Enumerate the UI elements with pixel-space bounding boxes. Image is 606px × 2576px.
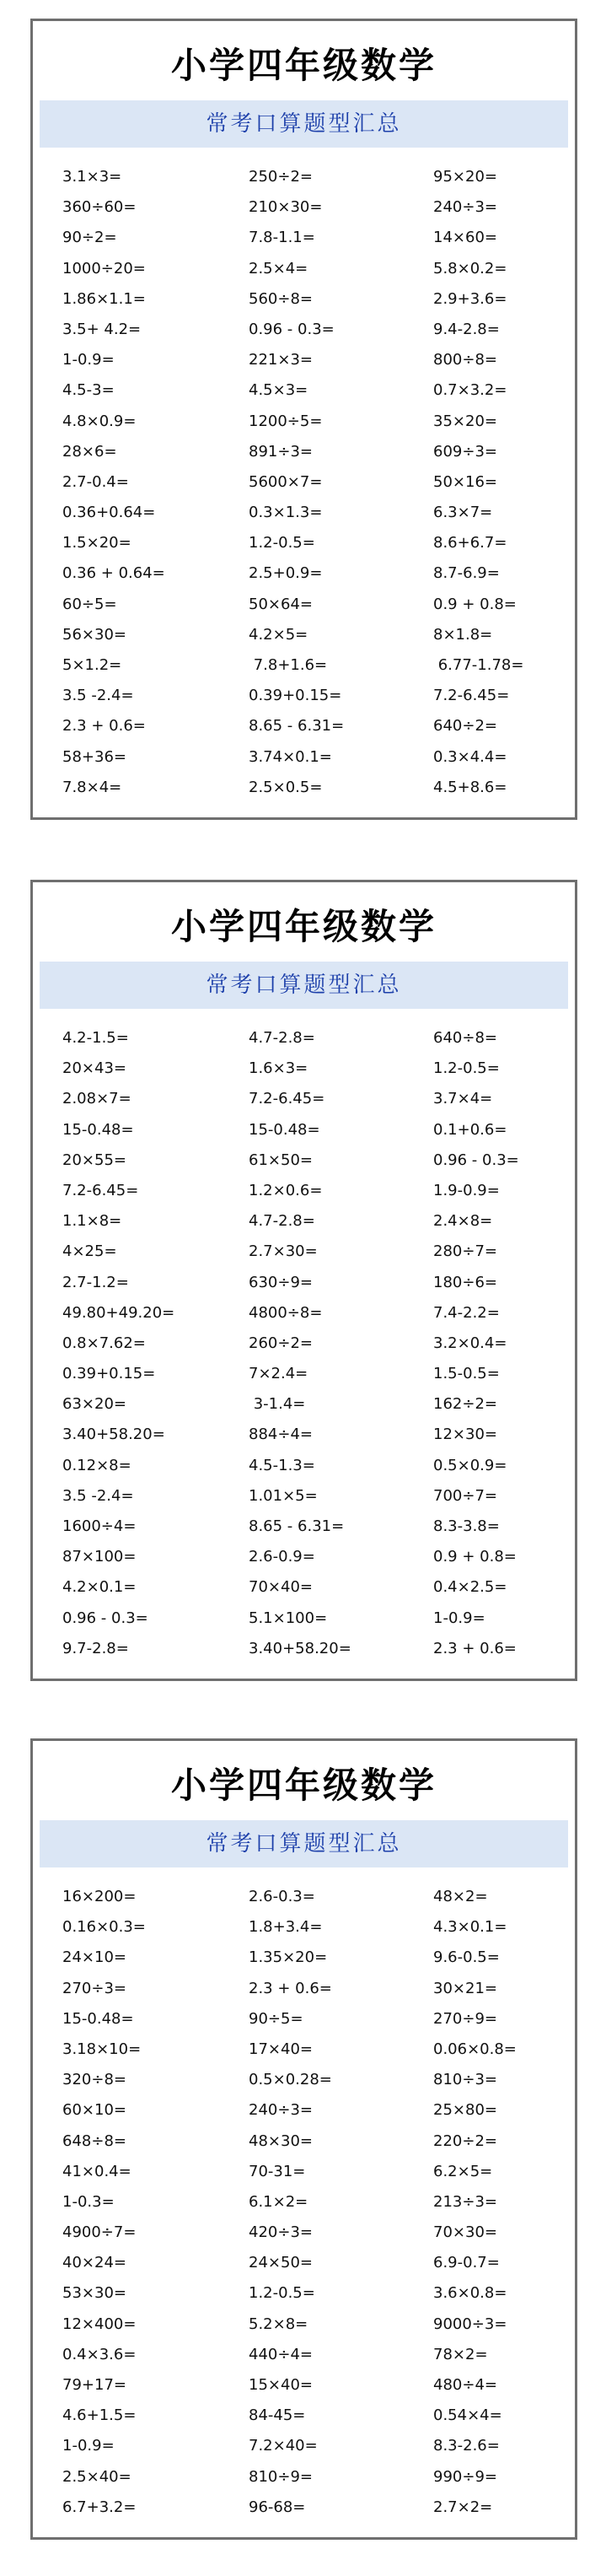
arithmetic-problem: 6.9-0.7= [433,2254,500,2272]
arithmetic-problem: 420÷3= [249,2223,313,2242]
arithmetic-problem: 7.2-6.45= [433,687,510,705]
arithmetic-problem: 4900÷7= [62,2223,137,2242]
arithmetic-problem: 0.54×4= [433,2406,502,2425]
arithmetic-problem: 8.7-6.9= [433,564,500,583]
arithmetic-problem: 5×1.2= [62,656,122,674]
arithmetic-problem: 0.39+0.15= [62,1365,156,1383]
arithmetic-problem: 7.2×40= [249,2437,318,2455]
page-subtitle: 常考口算题型汇总 [40,1820,568,1867]
arithmetic-problem: 3.40+58.20= [249,1639,351,1657]
arithmetic-problem: 2.6-0.9= [249,1548,315,1566]
arithmetic-problem: 8.6+6.7= [433,534,507,552]
arithmetic-problem: 60×10= [62,2101,126,2120]
arithmetic-problem: 24×50= [249,2254,313,2272]
arithmetic-problem: 63×20= [62,1395,126,1414]
arithmetic-problem: 2.5×0.5= [249,778,323,796]
arithmetic-problem: 5.8×0.2= [433,259,507,278]
arithmetic-problem: 1.5-0.5= [433,1365,500,1383]
arithmetic-problem: 61×50= [249,1151,313,1169]
arithmetic-problem: 79+17= [62,2376,126,2394]
arithmetic-problem: 2.5×40= [62,2467,131,2486]
arithmetic-problem: 4800÷8= [249,1303,323,1322]
arithmetic-problem: 8.3-2.6= [433,2437,500,2455]
arithmetic-problem: 1.8+3.4= [249,1918,323,1937]
arithmetic-problem: 1.6×3= [249,1059,308,1078]
arithmetic-problem: 4.5×3= [249,381,308,400]
page-subtitle: 常考口算题型汇总 [40,962,568,1009]
arithmetic-problem: 640÷8= [433,1029,497,1047]
arithmetic-problem: 0.96 - 0.3= [62,1609,148,1627]
arithmetic-problem: 9.4-2.8= [433,320,500,338]
arithmetic-problem: 60÷5= [62,595,117,613]
arithmetic-problem: 7×2.4= [249,1365,308,1383]
arithmetic-problem: 1.5×20= [62,534,131,552]
arithmetic-problem: 6.77-1.78= [433,656,524,674]
arithmetic-problem: 1200÷5= [249,412,323,430]
arithmetic-problem: 53×30= [62,2284,126,2303]
arithmetic-problem: 8×1.8= [433,625,493,644]
arithmetic-problem: 0.1+0.6= [433,1120,507,1139]
arithmetic-problem: 1-0.3= [62,2192,115,2211]
arithmetic-problem: 1-0.9= [62,351,115,369]
arithmetic-problem: 20×55= [62,1151,126,1169]
arithmetic-problem: 1-0.9= [433,1609,485,1627]
page-title: 小学四年级数学 [170,1765,437,1806]
arithmetic-problem: 1.2-0.5= [433,1059,500,1078]
arithmetic-problem: 25×80= [433,2101,497,2120]
arithmetic-problem: 4.6+1.5= [62,2406,137,2425]
arithmetic-problem: 14×60= [433,229,497,247]
arithmetic-problem: 15×40= [249,2376,313,2394]
arithmetic-problem: 7.2-6.45= [62,1181,139,1199]
arithmetic-problem: 48×30= [249,2131,313,2150]
arithmetic-problem: 240÷3= [433,198,497,217]
arithmetic-problem: 2.6-0.3= [249,1888,315,1905]
arithmetic-problem: 1.1×8= [62,1212,122,1231]
problem-grid [62,1023,560,1664]
arithmetic-problem: 4.2×0.1= [62,1578,137,1597]
arithmetic-problem: 8.65 - 6.31= [249,1517,345,1535]
arithmetic-problem: 9000÷3= [433,2315,507,2333]
arithmetic-problem: 28×6= [62,442,117,461]
arithmetic-problem: 240÷3= [249,2101,313,2120]
arithmetic-problem: 250÷2= [249,168,313,186]
arithmetic-problem: 0.4×2.5= [433,1578,507,1597]
arithmetic-problem: 648÷8= [62,2131,126,2150]
arithmetic-problem: 7.8×4= [62,778,122,796]
arithmetic-problem: 0.8×7.62= [62,1334,146,1352]
arithmetic-problem: 5600×7= [249,472,323,491]
arithmetic-problem: 16×200= [62,1888,137,1905]
arithmetic-problem: 0.9 + 0.8= [433,1548,517,1566]
arithmetic-problem: 0.4×3.6= [62,2345,137,2363]
arithmetic-problem: 280÷7= [433,1242,497,1261]
arithmetic-problem: 220÷2= [433,2131,497,2150]
arithmetic-problem: 90÷2= [62,229,117,247]
arithmetic-problem: 810÷3= [433,2071,497,2089]
arithmetic-problem: 0.36+0.64= [62,504,156,522]
arithmetic-problem: 0.39+0.15= [249,687,342,705]
arithmetic-problem: 50×64= [249,595,313,613]
page-title: 小学四年级数学 [170,45,437,86]
arithmetic-problem: 3.5+ 4.2= [62,320,142,338]
problem-grid [62,162,560,803]
arithmetic-problem: 2.3 + 0.6= [433,1639,517,1657]
arithmetic-problem: 70×30= [433,2223,497,2242]
arithmetic-problem: 4.5-3= [62,381,115,400]
arithmetic-problem: 180÷6= [433,1273,497,1291]
arithmetic-problem: 4.2-1.5= [62,1029,129,1047]
arithmetic-problem: 0.9 + 0.8= [433,595,517,613]
arithmetic-problem: 3.2×0.4= [433,1334,507,1352]
page-title: 小学四年级数学 [170,906,437,947]
arithmetic-problem: 213÷3= [433,2192,497,2211]
arithmetic-problem: 8.3-3.8= [433,1517,500,1535]
arithmetic-problem: 2.4×8= [433,1212,493,1231]
arithmetic-problem: 8.65 - 6.31= [249,717,345,736]
arithmetic-problem: 1.2×0.6= [249,1181,323,1199]
arithmetic-problem: 4×25= [62,1242,117,1261]
arithmetic-problem: 87×100= [62,1548,137,1566]
arithmetic-problem: 78×2= [433,2345,488,2363]
arithmetic-problem: 4.7-2.8= [249,1212,315,1231]
arithmetic-problem: 6.2×5= [433,2162,493,2180]
arithmetic-problem: 221×3= [249,351,313,369]
arithmetic-problem: 15-0.48= [249,1120,320,1139]
arithmetic-problem: 17×40= [249,2040,313,2058]
problem-grid [62,1882,560,2523]
arithmetic-problem: 9.7-2.8= [62,1639,129,1657]
arithmetic-problem: 1.9-0.9= [433,1181,500,1199]
arithmetic-problem: 1000÷20= [62,259,146,278]
arithmetic-problem: 4.3×0.1= [433,1918,507,1937]
arithmetic-problem: 260÷2= [249,1334,313,1352]
arithmetic-problem: 3.6×0.8= [433,2284,507,2303]
arithmetic-problem: 7.2-6.45= [249,1090,325,1108]
arithmetic-problem: 0.5×0.9= [433,1456,507,1474]
arithmetic-problem: 3.74×0.1= [249,747,332,766]
arithmetic-problem: 0.5×0.28= [249,2071,332,2089]
arithmetic-problem: 4.8×0.9= [62,412,137,430]
arithmetic-problem: 3-1.4= [249,1395,306,1414]
arithmetic-problem: 96-68= [249,2498,306,2516]
arithmetic-problem: 12×30= [433,1425,497,1444]
arithmetic-problem: 0.3×4.4= [433,747,507,766]
arithmetic-problem: 3.1×3= [62,168,122,186]
arithmetic-problem: 2.7-0.4= [62,472,129,491]
arithmetic-problem: 4.2×5= [249,625,308,644]
arithmetic-problem: 210×30= [249,198,323,217]
arithmetic-problem: 6.7+3.2= [62,2498,137,2516]
arithmetic-problem: 30×21= [433,1979,497,1997]
arithmetic-problem: 2.3 + 0.6= [62,717,146,736]
arithmetic-problem: 3.18×10= [62,2040,142,2058]
arithmetic-problem: 0.96 - 0.3= [433,1151,519,1169]
arithmetic-problem: 5.1×100= [249,1609,328,1627]
arithmetic-problem: 12×400= [62,2315,137,2333]
arithmetic-problem: 800÷8= [433,351,497,369]
arithmetic-problem: 24×10= [62,1948,126,1967]
arithmetic-problem: 1.2-0.5= [249,534,315,552]
arithmetic-problem: 270÷3= [62,1979,126,1997]
worksheet-1 [30,19,577,820]
arithmetic-problem: 40×24= [62,2254,126,2272]
arithmetic-problem: 560÷8= [249,289,313,308]
arithmetic-problem: 891÷3= [249,442,313,461]
arithmetic-problem: 15-0.48= [62,2009,134,2028]
arithmetic-problem: 3.40+58.20= [62,1425,165,1444]
arithmetic-problem: 90÷5= [249,2009,303,2028]
arithmetic-problem: 640÷2= [433,717,497,736]
arithmetic-problem: 2.5+0.9= [249,564,323,583]
arithmetic-problem: 70×40= [249,1578,313,1597]
arithmetic-problem: 630÷9= [249,1273,313,1291]
arithmetic-problem: 3.7×4= [433,1090,493,1108]
arithmetic-problem: 4.5+8.6= [433,778,507,796]
arithmetic-problem: 0.3×1.3= [249,504,323,522]
arithmetic-problem: 884÷4= [249,1425,313,1444]
arithmetic-problem: 7.4-2.2= [433,1303,500,1322]
arithmetic-problem: 41×0.4= [62,2162,131,2180]
arithmetic-problem: 1-0.9= [62,2437,115,2455]
worksheet-3 [30,1738,577,2540]
arithmetic-problem: 6.1×2= [249,2192,308,2211]
arithmetic-problem: 990÷9= [433,2467,497,2486]
arithmetic-problem: 1600÷4= [62,1517,137,1535]
arithmetic-problem: 84-45= [249,2406,306,2425]
arithmetic-problem: 3.5 -2.4= [62,687,134,705]
arithmetic-problem: 2.9+3.6= [433,289,507,308]
arithmetic-problem: 2.08×7= [62,1090,131,1108]
arithmetic-problem: 4.5-1.3= [249,1456,315,1474]
arithmetic-problem: 4.7-2.8= [249,1029,315,1047]
arithmetic-problem: 0.36 + 0.64= [62,564,165,583]
arithmetic-problem: 360÷60= [62,198,137,217]
arithmetic-problem: 320÷8= [62,2071,126,2089]
arithmetic-problem: 270÷9= [433,2009,497,2028]
arithmetic-problem: 2.7-1.2= [62,1273,129,1291]
arithmetic-problem: 162÷2= [433,1395,497,1414]
arithmetic-problem: 1.35×20= [249,1948,328,1967]
arithmetic-problem: 0.12×8= [62,1456,131,1474]
arithmetic-problem: 6.3×7= [433,504,493,522]
arithmetic-problem: 58+36= [62,747,126,766]
arithmetic-problem: 49.80+49.20= [62,1303,175,1322]
arithmetic-problem: 5.2×8= [249,2315,308,2333]
arithmetic-problem: 2.3 + 0.6= [249,1979,332,1997]
arithmetic-problem: 0.96 - 0.3= [249,320,335,338]
arithmetic-problem: 2.7×2= [433,2498,493,2516]
arithmetic-problem: 609÷3= [433,442,497,461]
arithmetic-problem: 1.2-0.5= [249,2284,315,2303]
arithmetic-problem: 15-0.48= [62,1120,134,1139]
arithmetic-problem: 95×20= [433,168,497,186]
arithmetic-problem: 7.8+1.6= [249,656,328,674]
page-subtitle: 常考口算题型汇总 [40,100,568,148]
arithmetic-problem: 0.06×0.8= [433,2040,517,2058]
arithmetic-problem: 0.7×3.2= [433,381,507,400]
arithmetic-problem: 7.8-1.1= [249,229,315,247]
arithmetic-problem: 48×2= [433,1888,488,1905]
arithmetic-problem: 2.7×30= [249,1242,318,1261]
arithmetic-problem: 3.5 -2.4= [62,1486,134,1505]
arithmetic-problem: 0.16×0.3= [62,1918,146,1937]
arithmetic-problem: 480÷4= [433,2376,497,2394]
arithmetic-problem: 810÷9= [249,2467,313,2486]
arithmetic-problem: 700÷7= [433,1486,497,1505]
arithmetic-problem: 9.6-0.5= [433,1948,500,1967]
arithmetic-problem: 1.01×5= [249,1486,318,1505]
arithmetic-problem: 20×43= [62,1059,126,1078]
arithmetic-problem: 70-31= [249,2162,306,2180]
arithmetic-problem: 440÷4= [249,2345,313,2363]
arithmetic-problem: 50×16= [433,472,497,491]
arithmetic-problem: 1.86×1.1= [62,289,146,308]
arithmetic-problem: 56×30= [62,625,126,644]
arithmetic-problem: 2.5×4= [249,259,308,278]
arithmetic-problem: 35×20= [433,412,497,430]
worksheet-2 [30,880,577,1681]
